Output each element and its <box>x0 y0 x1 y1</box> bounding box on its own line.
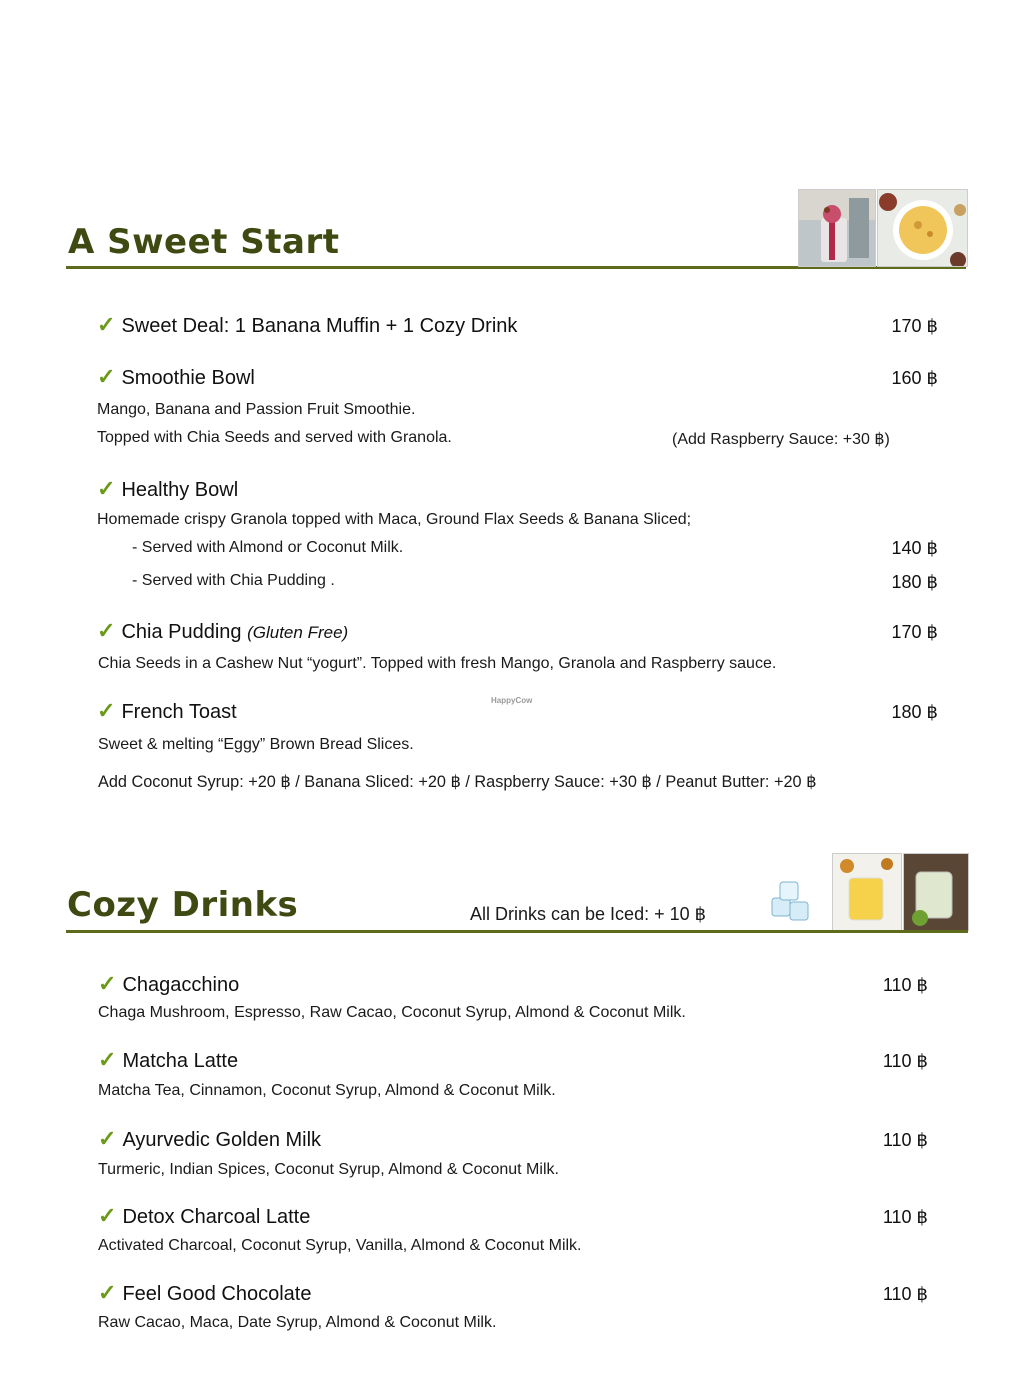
price-feel-good-chocolate: 110 ฿ <box>882 1284 928 1304</box>
golden-milk-photo <box>832 853 902 931</box>
desc-smoothie-bowl-1: Mango, Banana and Passion Fruit Smoothie. <box>97 401 416 418</box>
price-french-toast: 180 ฿ <box>891 702 938 722</box>
addons-french-toast: Add Coconut Syrup: +20 ฿ / Banana Sliced: +20 ฿ / Raspberry Sauce: +30 ฿ / Peanut Butter: +20 ฿ <box>98 773 817 791</box>
menu-item-smoothie-bowl: ✓ Smoothie Bowl <box>97 364 255 389</box>
menu-item-sweet-deal: ✓ Sweet Deal: 1 Banana Muffin + 1 Cozy Drink <box>97 312 518 337</box>
desc-healthy-bowl: Homemade crispy Granola topped with Maca, Ground Flax Seeds & Banana Sliced; <box>97 511 692 528</box>
section-title-cozy-drinks: Cozy Drinks <box>67 885 299 925</box>
desc-feel-good-chocolate: Raw Cacao, Maca, Date Syrup, Almond & Coconut Milk. <box>98 1314 497 1331</box>
section-divider <box>66 930 968 933</box>
ice-cubes-icon <box>766 878 816 928</box>
desc-chagacchino: Chaga Mushroom, Espresso, Raw Cacao, Coconut Syrup, Almond & Coconut Milk. <box>98 1004 686 1021</box>
price-smoothie-bowl: 160 ฿ <box>891 368 938 388</box>
check-icon: ✓ <box>98 1280 117 1305</box>
desc-charcoal-latte: Activated Charcoal, Coconut Syrup, Vanilla, Almond & Coconut Milk. <box>98 1237 582 1254</box>
price-healthy-bowl-chia: 180 ฿ <box>891 572 938 592</box>
section-title-sweet-start: A Sweet Start <box>68 222 340 262</box>
price-charcoal-latte: 110 ฿ <box>882 1207 928 1227</box>
gluten-free-note: (Gluten Free) <box>247 623 349 642</box>
iced-note: All Drinks can be Iced: + 10 ฿ <box>470 904 707 924</box>
desc-golden-milk: Turmeric, Indian Spices, Coconut Syrup, Almond & Coconut Milk. <box>98 1161 559 1178</box>
check-icon: ✓ <box>97 312 116 337</box>
check-icon: ✓ <box>97 698 116 723</box>
matcha-latte-photo <box>903 853 969 931</box>
price-healthy-bowl-milk: 140 ฿ <box>891 538 938 558</box>
menu-item-healthy-bowl: ✓ Healthy Bowl <box>97 476 239 501</box>
menu-item-french-toast: ✓ French Toast <box>97 698 237 723</box>
price-chagacchino: 110 ฿ <box>882 975 928 995</box>
check-icon: ✓ <box>98 971 117 996</box>
check-icon: ✓ <box>98 1126 117 1151</box>
menu-item-chia-pudding: ✓ Chia Pudding (Gluten Free) <box>97 618 349 643</box>
check-icon: ✓ <box>97 364 116 389</box>
check-icon: ✓ <box>97 476 116 501</box>
check-icon: ✓ <box>98 1203 117 1228</box>
desc-french-toast: Sweet & melting “Eggy” Brown Bread Slices. <box>98 736 414 753</box>
menu-item-chagacchino: ✓ Chagacchino <box>98 971 240 996</box>
price-chia-pudding: 170 ฿ <box>891 622 938 642</box>
menu-item-charcoal-latte: ✓ Detox Charcoal Latte <box>98 1203 311 1228</box>
option-healthy-bowl-chia: - Served with Chia Pudding . <box>132 572 335 589</box>
granola-bowl-photo <box>877 189 968 267</box>
price-sweet-deal: 170 ฿ <box>891 316 938 336</box>
desc-chia-pudding: Chia Seeds in a Cashew Nut “yogurt”. Topped with fresh Mango, Granola and Raspberry sauce. <box>98 655 777 672</box>
menu-item-golden-milk: ✓ Ayurvedic Golden Milk <box>98 1126 322 1151</box>
desc-matcha-latte: Matcha Tea, Cinnamon, Coconut Syrup, Almond & Coconut Milk. <box>98 1082 556 1099</box>
desc-smoothie-bowl-2: Topped with Chia Seeds and served with Granola. <box>97 429 452 446</box>
menu-item-feel-good-chocolate: ✓ Feel Good Chocolate <box>98 1280 312 1305</box>
price-golden-milk: 110 ฿ <box>882 1130 928 1150</box>
check-icon: ✓ <box>98 1047 117 1072</box>
check-icon: ✓ <box>97 618 116 643</box>
price-matcha-latte: 110 ฿ <box>882 1051 928 1071</box>
addon-smoothie-bowl: (Add Raspberry Sauce: +30 ฿) <box>672 431 890 448</box>
watermark: HappyCow <box>491 696 533 705</box>
option-healthy-bowl-milk: - Served with Almond or Coconut Milk. <box>132 539 404 556</box>
menu-item-matcha-latte: ✓ Matcha Latte <box>98 1047 239 1072</box>
smoothie-glass-photo <box>798 189 876 267</box>
